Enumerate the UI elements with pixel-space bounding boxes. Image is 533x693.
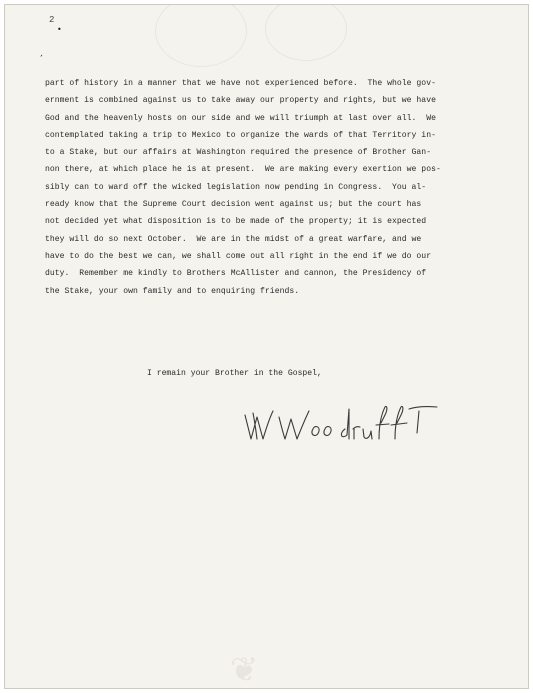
faint-seal-impression xyxy=(155,4,247,67)
letter-line: sibly can to ward off the wicked legislation now pending in Congress. You al- xyxy=(45,182,427,192)
letter-body xyxy=(45,75,529,300)
handwritten-signature xyxy=(233,393,453,453)
ink-dot-mark: • xyxy=(57,25,62,34)
faint-ink-bleed: ❦ xyxy=(230,650,259,689)
letter-line: ernment is combined against us to take away our property and rights, but we have xyxy=(45,96,436,106)
letter-page xyxy=(4,4,529,689)
letter-line: they will do so next October. We are in the midst of a great warfare, and we xyxy=(45,234,422,244)
letter-line: not decided yet what disposition is to be made of the property; it is expected xyxy=(45,217,427,227)
ink-tick-mark: , xyxy=(39,48,46,59)
letter-line: have to do the best we can, we shall come out all right in the end if we do our xyxy=(45,251,432,261)
letter-line: contemplated taking a trip to Mexico to organize the wards of that Territory in- xyxy=(45,130,436,140)
letter-closing: I remain your Brother in the Gospel, xyxy=(147,369,322,378)
letter-line: duty. Remember me kindly to Brothers McAllister and cannon, the Presidency of xyxy=(45,269,427,279)
letter-line: to a Stake, but our affairs at Washington required the presence of Brother Gan- xyxy=(45,148,432,158)
faint-seal-impression xyxy=(265,4,347,61)
letter-line: God and the heavenly hosts on our side and we will triumph at last over all. We xyxy=(45,113,436,123)
letter-line: the Stake, your own family and to enquiring friends. xyxy=(45,286,300,296)
letter-line: non there, at which place he is at present. We are making every exertion we pos- xyxy=(45,165,441,175)
page-number: 2 xyxy=(49,15,55,25)
letter-line: ready know that the Supreme Court decision went against us; but the court has xyxy=(45,200,422,210)
letter-line: part of history in a manner that we have not experienced before. The whole gov- xyxy=(45,79,436,88)
